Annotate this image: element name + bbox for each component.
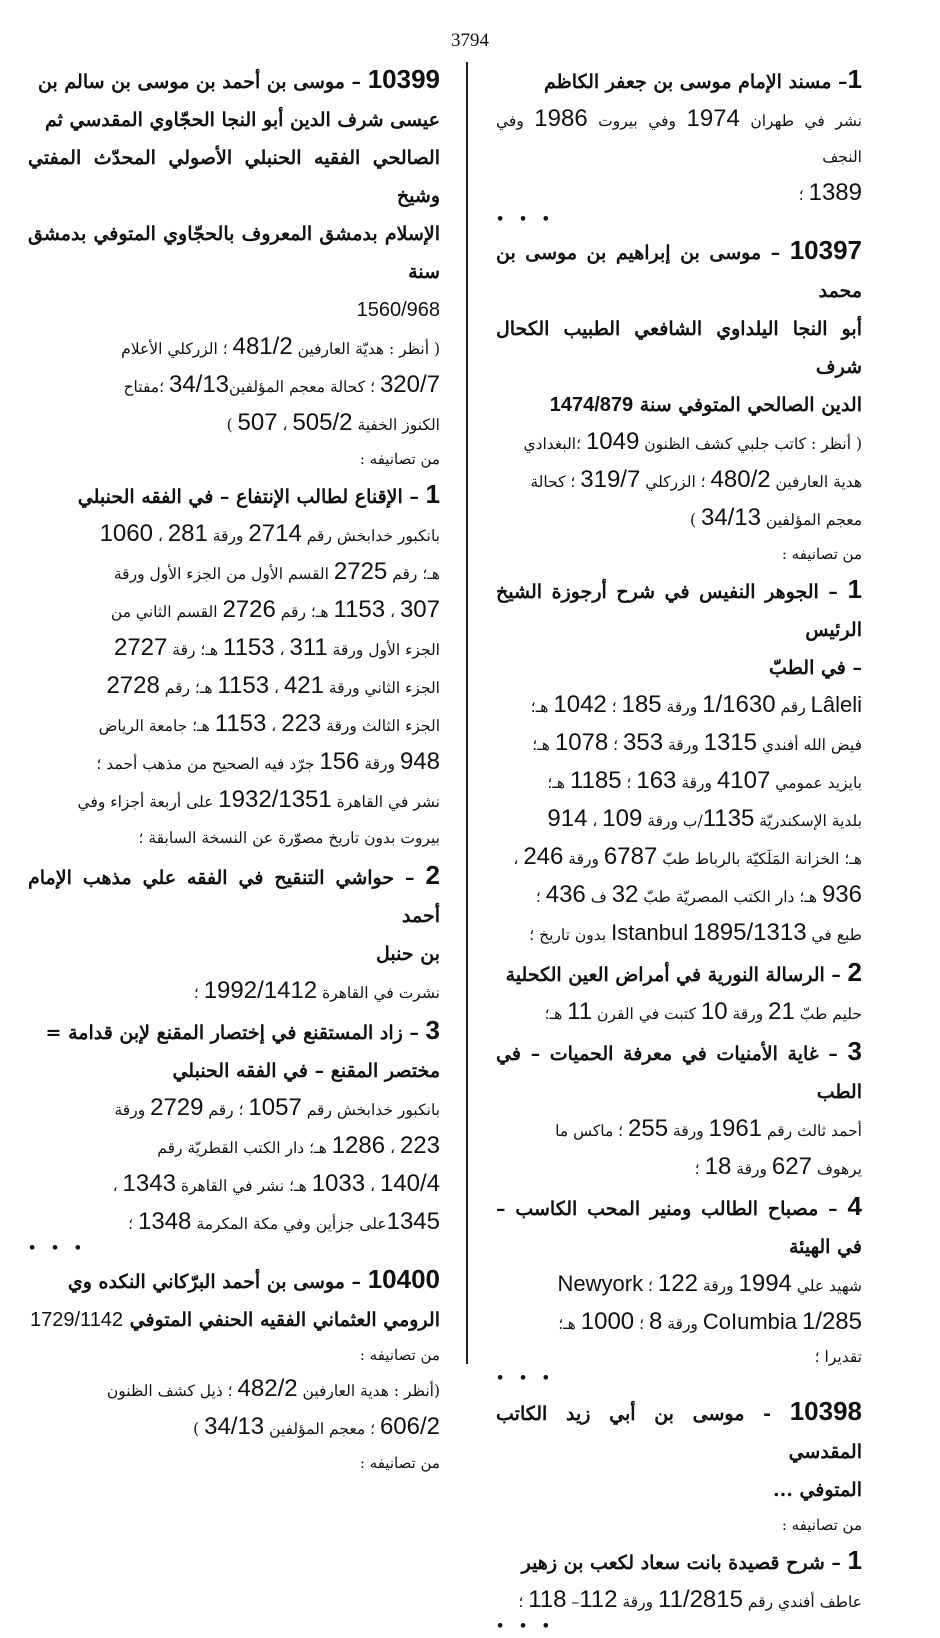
work-detail-line: هـ؛ رقم 2725 القسم الأول من الجزء الأول ورقة [113,558,440,585]
entry-heading: 10398 - موسى بن أبي زيد الكاتب المقدسي [496,1396,862,1463]
work-detail-line: نشر في طهران 1974 وفي بيروت 1986 وفي النجف [496,105,862,166]
work-title-line: – في الطبّ [769,657,862,679]
entry-separator: • • • [28,1241,87,1256]
work-title: 4 – مصباح الطالب ومنير المحب الكاسب – في الهيئة [496,1191,862,1258]
entry-number: 10400 [367,1264,440,1294]
work-detail-line: 1345على جزأين وفي مكة المكرمة 1348 ؛ [128,1208,440,1235]
work-detail-line: 307 ، 1153 هـ؛ رقم 2726 القسم الثاني من [110,596,440,623]
source-line: ( أنظر : هديّة العارفين 481/2 ؛ الزركلي الأعلام [121,333,440,360]
work-detail-line: نشرت في القاهرة 1992/1412 ؛ [193,977,440,1004]
works-label: من تصانيفه : [359,450,440,468]
work-title-line: بن حنبل [376,943,440,965]
works-label: من تصانيفه : [781,545,862,563]
source-line: (أنظر : هدية العارفين 482/2 ؛ ذيل كشف الظنون [106,1375,440,1402]
work-detail-line: يرهوف 627 ورقة 18 ؛ [694,1153,862,1180]
column-divider [466,62,468,1364]
source-line: 320/7 ؛ كحالة معجم المؤلفين34/13 ؛مفتاح [123,371,440,398]
work-detail-line: 936 هـ؛ دار الكتب المصريّة طبّ 32 ف 436 ؛ [535,881,862,908]
source-line: معجم المؤلفين 34/13 ) [689,504,862,531]
work-title: 2 – الرسالة النورية في أمراض العين الكحلية [505,957,862,987]
work-detail-line: بلدية الإسكندريّة 1135/ب ورقة 109 ، 914 [547,805,862,832]
work-title: 2 – حواشي التنقيح في الفقه علي مذهب الإمام أحمد [28,860,440,927]
work-detail-line: CoIumbia 1/285 ورقة 8 ؛ 1000 هـ؛ [558,1308,862,1335]
work-detail-line: 223 ، 1286 هـ؛ دار الكتب القطريّة رقم [157,1132,440,1159]
entry-heading-line: الصالحي الفقيه الحنبلي الأصولي المحدّث المفتي وشيخ [28,147,440,207]
work-detail-line: عاطف أفندي رقم 11/2815 ورقة 112– 118 ؛ [518,1586,862,1613]
work-detail-line: 948 ورقة 156 جرّد فيه الصحيح من مذهب أحمد ؛ [96,748,440,775]
work-title: 3 – غاية الأمنيات في معرفة الحميات – في الطب [496,1036,862,1103]
source-line: الكنوز الخفية 505/2 ، 507 ) [226,409,440,436]
entry-heading: 10397 – موسى بن إبراهيم بن موسى بن محمد [496,235,862,302]
entry-number: 10399 [367,64,440,94]
work-detail-line: هـ؛ الخزانة المَلَكيّة بالرباط طبّ 6787 ورقة 246 ، [513,843,862,870]
entry-number: 10397 [789,235,862,265]
works-label: من تصانيفه : [781,1516,862,1534]
work-detail-line: الجزء الثاني ورقة 421 ، 1153 هـ؛ رقم 2728 [106,672,440,699]
works-label: من تصانيفه : [359,1454,440,1472]
entry-heading-line: المتوفي ... [773,1479,862,1501]
entry-heading-line: الدين الصالحي المتوفي سنة 1474/879 [549,394,862,416]
entry-separator: • • • [496,1619,555,1634]
work-detail-line: شهيد علي 1994 ورقة 122 ؛ Newyork [557,1270,862,1297]
work-detail-line: الجزء الثالث ورقة 223 ، 1153 هـ؛ جامعة الرياض [98,710,440,737]
work-detail-line: تقديرا ؛ [814,1348,862,1366]
work-detail-line: طبع في Istanbul 1895/1313 بدون تاريخ ؛ [529,919,862,946]
left-column [28,60,440,1479]
entry-heading-line: الإسلام بدمشق المعروف بالحجّاوي المتوفي بدمشق سنة [28,223,440,283]
entry-heading-line: عيسى شرف الدين أبو النجا الحجّاوي المقدسي ثم [44,109,440,131]
works-label: من تصانيفه : [359,1346,440,1364]
right-column [496,60,862,1638]
work-detail-line: الجزء الأول ورقة 311 ، 1153 هـ؛ رقة 2727 [113,634,440,661]
work-detail-line: بيروت بدون تاريخ مصوّرة عن النسخة السابقة ؛ [138,829,440,847]
work-detail-line: أحمد ثالث رقم 1961 ورقة 255 ؛ ماكس ما [555,1115,862,1142]
work-title: 1 – شرح قصيدة بانت سعاد لكعب بن زهير [521,1545,862,1575]
work-detail-line: بانكبور خدابخش رقم 2714 ورقة 281 ، 1060 [99,520,440,547]
entry-heading: 10400 – موسى بن أحمد البرّكاني النكده وي [67,1264,440,1294]
work-title-line: مختصر المقنع – في الفقه الحنبلي [172,1060,440,1082]
work-title: 1– مسند الإمام موسى بن جعفر الكاظم [544,64,862,94]
work-detail-line: 1389 ؛ [798,179,862,206]
work-detail-line: حليم طبّ 21 ورقة 10 كتبت في القرن 11 هـ؛ [544,998,862,1025]
source-line: ( أنظر : كاتب جلبي كشف الظنون 1049 ؛البغدادي [523,428,862,455]
entry-heading-line: الرومي العثماني الفقيه الحنفي المتوفي 1729/1142 [30,1309,440,1331]
work-detail-line: بايزيد عمومي 4107 ورقة 163 ؛ 1185 هـ؛ [547,767,862,794]
source-line: هدية العارفين 480/2 ؛ الزركلي 319/7 ؛ كحالة [530,466,862,493]
entry-heading-line: أبو النجا اليلداوي الشافعي الطبيب الكحال شرف [496,318,862,378]
page-number: 3794 [451,30,489,51]
work-detail-line: بانكبور خدابخش رقم 1057 ؛ رقم 2729 ورقة [114,1094,440,1121]
work-title: 3 – زاد المستقنع في إختصار المقنع لإبن قدامة = [45,1015,440,1045]
work-detail-line: نشر في القاهرة 1932/1351 على أربعة أجزاء وفي [77,786,440,813]
entry-number: 10398 [789,1396,862,1426]
work-detail-line: Lâleli رقم 1/1630 ورقة 185 ؛ 1042 هـ؛ [530,691,862,718]
entry-heading: 10399 – موسى بن أحمد بن موسى بن سالم بن [38,64,440,94]
work-title: 1 – الإقناع لطالب الإنتفاع – في الفقه الحنبلي [77,479,440,509]
entry-separator: • • • [496,1371,555,1386]
work-detail-line: 140/4 ، 1033 هـ؛ نشر في القاهرة 1343 ، [112,1170,440,1197]
entry-separator: • • • [496,212,555,227]
work-title: 1 – الجوهر النفيس في شرح أرجوزة الشيخ الرئيس [496,574,862,641]
entry-heading-line: 1560/968 [356,299,440,321]
work-detail-line: فيض الله أفندي 1315 ورقة 353 ؛ 1078 هـ؛ [532,729,862,756]
source-line: 606/2 ؛ معجم المؤلفين 34/13 ) [193,1413,440,1440]
